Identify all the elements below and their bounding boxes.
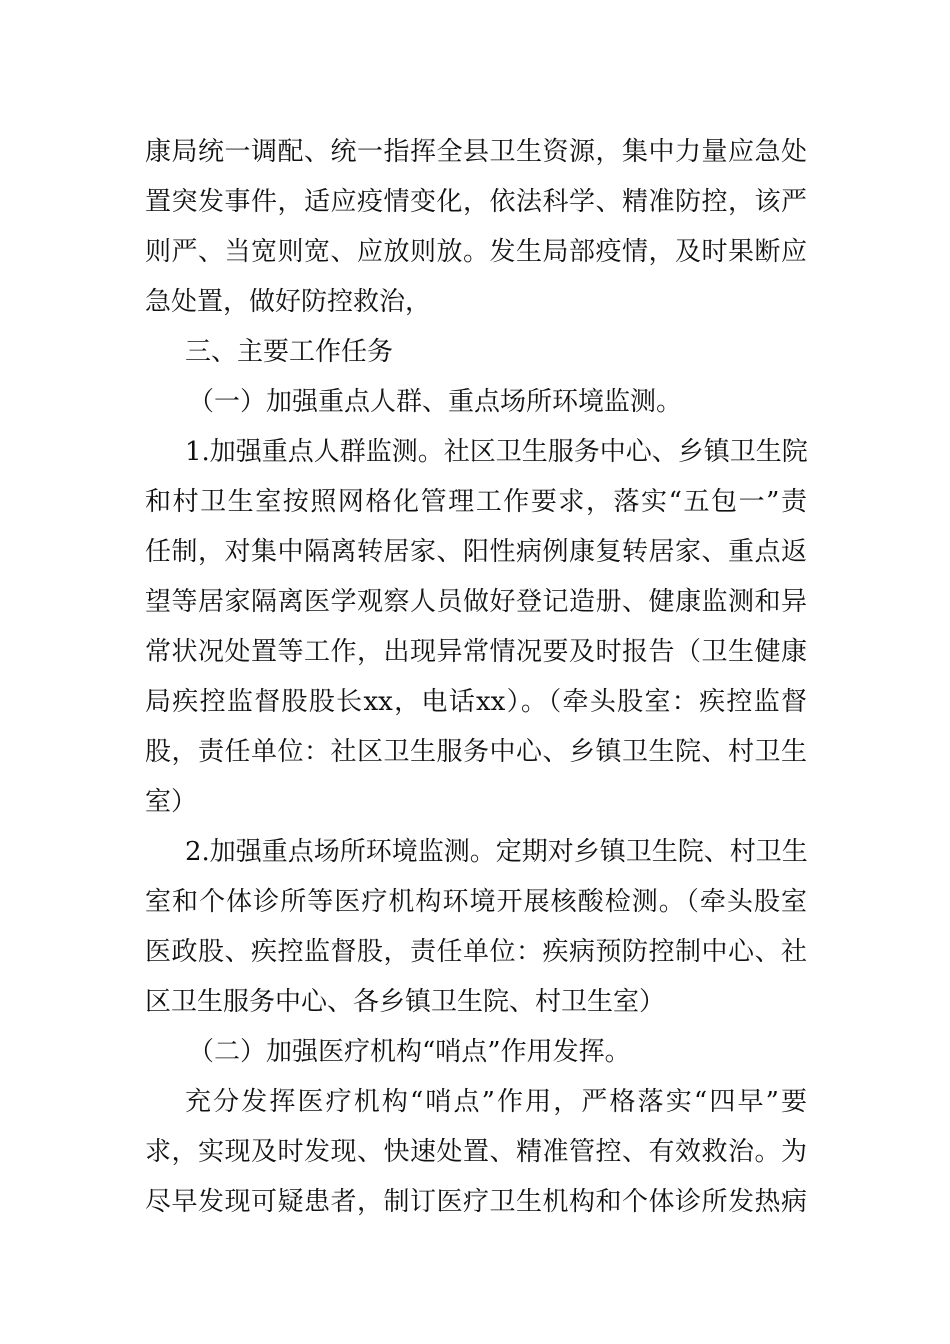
body-text-line: 室） (145, 787, 198, 817)
body-text-line: 常状况处置等工作，出现异常情况要及时报告（卫生健康 (145, 637, 807, 667)
body-text-line: 室和个体诊所等医疗机构环境开展核酸检测。（牵头股室 (145, 887, 807, 917)
body-text-line: 区卫生服务中心、各乡镇卫生院、村卫生室） (145, 987, 666, 1017)
body-text-line: 股，责任单位：社区卫生服务中心、乡镇卫生院、村卫生 (145, 737, 807, 767)
body-text-line: 尽早发现可疑患者，制订医疗卫生机构和个体诊所发热病 (145, 1187, 807, 1217)
body-text-line: 医政股、疾控监督股，责任单位：疾病预防控制中心、社 (145, 937, 807, 967)
body-text-line: 置突发事件，适应疫情变化，依法科学、精准防控，该严 (145, 187, 807, 217)
body-text-line: 则严、当宽则宽、应放则放。发生局部疫情，及时果断应 (145, 237, 807, 267)
body-text-line: 局疾控监督股股长xx，电话xx）。（牵头股室：疾控监督 (145, 687, 807, 717)
numbered-item-heading-line: 2.加强重点场所环境监测。定期对乡镇卫生院、村卫生 (185, 837, 808, 867)
body-text-line: 任制，对集中隔离转居家、阳性病例康复转居家、重点返 (145, 537, 807, 567)
section-heading: 三、主要工作任务 (185, 337, 394, 367)
body-text-line: 求，实现及时发现、快速处置、精准管控、有效救治。为 (145, 1137, 807, 1167)
body-text-line: 和村卫生室按照网格化管理工作要求，落实“五包一”责 (145, 487, 807, 517)
body-text-line: 望等居家隔离医学观察人员做好登记造册、健康监测和异 (145, 587, 807, 617)
body-text-line: 充分发挥医疗机构“哨点”作用，严格落实“四早”要 (185, 1087, 807, 1117)
subsection-heading: （一）加强重点人群、重点场所环境监测。 (188, 387, 683, 417)
numbered-item-heading-line: 1.加强重点人群监测。社区卫生服务中心、乡镇卫生院 (185, 437, 808, 467)
subsection-heading: （二）加强医疗机构“哨点”作用发挥。 (188, 1037, 631, 1067)
body-text-line: 康局统一调配、统一指挥全县卫生资源，集中力量应急处 (145, 137, 807, 167)
body-text-line: 急处置，做好防控救治， (145, 287, 432, 317)
